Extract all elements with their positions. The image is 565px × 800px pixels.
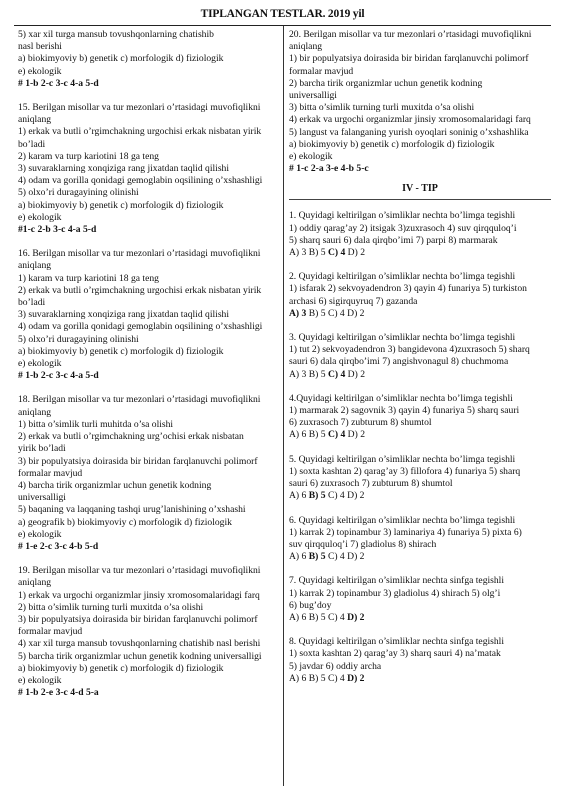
- question-line: aniqlang: [289, 41, 323, 53]
- question-line: 1) oddiy qarag’ay 2) itsigak 3)zuxrasoch 4) suv qirqquloq’i: [289, 222, 517, 234]
- question-line: e) ekologik: [18, 65, 62, 77]
- question-block: [289, 515, 551, 564]
- block-gap: [18, 90, 280, 102]
- section-rule: [289, 199, 551, 200]
- answer-key: # 1-b 2-c 3-c 4-a 5-d: [18, 370, 99, 382]
- option: A) 6: [289, 429, 307, 441]
- question-line: 8. Quyidagi keltirilgan o’simliklar nechta sinfga tegishli: [289, 636, 505, 648]
- question-block: [18, 29, 280, 90]
- question-line: formalar mavjud: [18, 467, 83, 479]
- left-column: [18, 29, 280, 699]
- question-line: 2. Quyidagi keltirilgan o’simliklar nechta bo’limga tegishli: [289, 271, 516, 283]
- question-block: [289, 575, 551, 624]
- question-line: 1. Quyidagi keltirilgan o’simliklar nechta bo’limga tegishli: [289, 210, 516, 222]
- option: C) 4: [327, 551, 345, 563]
- question-line: 1) isfarak 2) sekvoyadendron 3) qayin 4) funariya 5) turkiston: [289, 283, 527, 295]
- question-line: e) ekologik: [18, 211, 62, 223]
- option: C) 4: [327, 672, 345, 684]
- option: A) 6: [289, 490, 307, 502]
- question-line: 4) erkak va urgochi organizmlar jinsiy xromosomalaridagi farq: [289, 114, 531, 126]
- question-line: formalar mavjud: [289, 65, 354, 77]
- question-line: universalligi: [289, 90, 337, 102]
- question-block: [289, 454, 551, 503]
- question-line: 4) xar xil turga mansub tovushqonlarning chatishib nasl berishi: [18, 638, 261, 650]
- question-line: 1) karrak 2) topinambur 3) gladiolus 4) shirach 5) olg’i: [289, 587, 501, 599]
- question-line: bo’ladi: [18, 138, 46, 150]
- question-line: 5) xar xil turga mansub tovushqonlarning chatishib: [18, 29, 214, 40]
- answer-options: [289, 612, 551, 624]
- option: B) 5: [308, 368, 326, 380]
- option: B) 5: [308, 307, 326, 319]
- question-block: [18, 565, 280, 699]
- question-block: [289, 271, 551, 320]
- page-title: TIPLANGAN TESTLAR. 2019 yil: [200, 8, 365, 20]
- question-line: 5. Quyidagi keltirilgan o’simliklar nechta bo’limga tegishli: [289, 453, 516, 465]
- column-divider: [283, 26, 284, 786]
- answer-options: [289, 551, 551, 563]
- answer-key: #1-c 2-b 3-c 4-a 5-d: [18, 224, 97, 236]
- question-line: suv qirqquloq’i 7) gladiolus 8) shirach: [289, 538, 437, 550]
- question-line: 1) karam va turp kariotini 18 ga teng: [18, 272, 159, 284]
- section-title: IV - TIP: [402, 183, 438, 195]
- question-line: 7. Quyidagi keltirilgan o’simliklar nechta sinfga tegishli: [289, 575, 505, 587]
- answer-options: [289, 673, 551, 685]
- question-line: 2) barcha tirik organizmlar uchun genetik kodning: [289, 77, 483, 89]
- question-line: e) ekologik: [18, 358, 62, 370]
- question-line: e) ekologik: [289, 151, 333, 163]
- answer-options: [289, 308, 551, 320]
- question-line: 5) olxo’ri duragayining olinishi: [18, 333, 139, 345]
- option: B) 5: [308, 247, 326, 259]
- question-block: [18, 248, 280, 382]
- right-column: [289, 29, 551, 685]
- option: D) 2: [347, 307, 365, 319]
- question-line: 3) bir populyatsiya doirasida bir biridan farqlanuvchi polimorf: [18, 455, 258, 467]
- option: C) 4: [327, 490, 345, 502]
- question-line: yirik bo’ladi: [18, 443, 66, 455]
- question-line: 20. Berilgan misollar va tur mezonlari o’rtasidagi muvofiqlikni: [289, 29, 532, 40]
- answer-options: [289, 247, 551, 259]
- question-block: [289, 29, 551, 175]
- question-line: 1) erkak va urgochi organizmlar jinsiy xromosomalaridagi farq: [18, 589, 260, 601]
- correct-option: B) 5: [308, 551, 326, 563]
- question-line: 3) bir populyatsiya doirasida bir biridan farqlanuvchi polimorf: [18, 613, 258, 625]
- question-line: 6. Quyidagi keltirilgan o’simliklar nechta bo’limga tegishli: [289, 514, 516, 526]
- question-block: [18, 102, 280, 236]
- option: D) 2: [347, 551, 365, 563]
- correct-option: C) 4: [327, 368, 346, 380]
- option: D) 2: [347, 429, 365, 441]
- answer-key: # 1-c 2-a 3-e 4-b 5-c: [289, 163, 369, 175]
- question-line: 2) erkak va butli o’rgimchakning urgochisi erkak nisbatan yirik: [18, 284, 262, 296]
- question-line: 5) javdar 6) oddiy archa: [289, 660, 382, 672]
- question-line: aniqlang: [18, 260, 52, 272]
- question-line: 3) suvaraklarning xonqiziga rang jixatdan taqlid qilishi: [18, 309, 230, 321]
- option: B) 5: [308, 611, 326, 623]
- question-line: universalligi: [18, 492, 66, 504]
- block-gap: [289, 381, 551, 393]
- question-line: 2) erkak va butli o’rgimchakning urg’ochisi erkak nisbatan: [18, 431, 244, 443]
- block-gap: [289, 320, 551, 332]
- option: A) 3: [289, 368, 307, 380]
- block-gap: [18, 382, 280, 394]
- question-line: 4.Quyidagi keltirilgan o’simliklar nechta bo’limga tegishli: [289, 392, 513, 404]
- question-line: 6) zuxrasoch 7) zubturum 8) shumtol: [289, 417, 432, 429]
- question-line: a) biokimyoviy b) genetik c) morfologik d) fiziologik: [18, 345, 224, 357]
- question-block: [18, 394, 280, 553]
- question-line: 5) langust va falanganing yurish oyoqlari soninig o’xshashlika: [289, 126, 529, 138]
- question-line: 5) baqaning va laqqaning tashqi urug’lanishining o’xshashi: [18, 504, 246, 516]
- option: B) 5: [308, 672, 326, 684]
- answer-key: # 1-e 2-c 3-c 4-b 5-d: [18, 540, 99, 552]
- question-line: e) ekologik: [18, 674, 62, 686]
- question-line: bo’ladi: [18, 297, 46, 309]
- question-line: a) biokimyoviy b) genetik c) morfologik d) fiziologik: [18, 662, 224, 674]
- question-block: [289, 210, 551, 259]
- option: C) 4: [327, 307, 345, 319]
- correct-option: A) 3: [289, 307, 307, 319]
- question-line: e) ekologik: [18, 528, 62, 540]
- answer-key: # 1-b 2-e 3-c 4-d 5-a: [18, 687, 99, 699]
- question-line: 1) bir populyatsiya doirasida bir biridan farqlanuvchi polimorf: [289, 53, 529, 65]
- answer-options: [289, 369, 551, 381]
- question-line: archasi 6) sigirquyruq 7) gazanda: [289, 295, 418, 307]
- question-line: 4) odam va gorilla qonidagi gemoglabin oqsilining o’xshashligi: [18, 175, 263, 187]
- question-line: 18. Berilgan misollar va tur mezonlari o’rtasidagi muvofiqlikni: [18, 394, 261, 406]
- option: D) 2: [347, 490, 365, 502]
- question-line: a) biokimyoviy b) genetik c) morfologik d) fiziologik: [18, 199, 224, 211]
- question-line: 16. Berilgan misollar va tur mezonlari o’rtasidagi muvofiqlikni: [18, 248, 261, 260]
- question-line: aniqlang: [18, 577, 52, 589]
- correct-option: D) 2: [347, 611, 365, 623]
- question-line: 4) barcha tirik organizmlar uchun genetik kodning: [18, 479, 212, 491]
- question-line: formalar mavjud: [18, 626, 83, 638]
- question-block: [289, 332, 551, 381]
- question-line: 1) erkak va butli o’rgimchakning urgochisi erkak nisbatan yirik: [18, 126, 262, 138]
- question-line: a) biokimyoviy b) genetik c) morfologik d) fiziologik: [289, 138, 495, 150]
- question-line: 1) marmarak 2) sagovnik 3) qayin 4) funariya 5) sharq sauri: [289, 405, 520, 417]
- question-line: sauri 6) dala qirqbo’imi 7) angishvonagul 8) chuchmoma: [289, 356, 509, 368]
- question-line: 1) karrak 2) topinambur 3) laminariya 4) funariya 5) pixta 6): [289, 526, 522, 538]
- question-line: a) biokimyoviy b) genetik c) morfologik d) fiziologik: [18, 53, 224, 65]
- question-line: 1) bitta o’simlik turli muhitda o’sa olishi: [18, 418, 174, 430]
- question-line: 5) sharq sauri 6) dala qirqbo’imi 7) parpi 8) marmarak: [289, 234, 498, 246]
- option: D) 2: [347, 368, 365, 380]
- question-line: nasl berishi: [18, 41, 62, 53]
- block-gap: [289, 442, 551, 454]
- question-line: aniqlang: [18, 406, 52, 418]
- option: A) 6: [289, 672, 307, 684]
- question-line: 15. Berilgan misollar va tur mezonlari o’rtasidagi muvofiqlikni: [18, 102, 261, 114]
- question-line: 19. Berilgan misollar va tur mezonlari o’rtasidagi muvofiqlikni: [18, 565, 261, 577]
- correct-option: B) 5: [308, 490, 326, 502]
- correct-option: C) 4: [327, 429, 346, 441]
- answer-key: # 1-b 2-c 3-c 4-a 5-d: [18, 77, 99, 89]
- correct-option: D) 2: [347, 672, 365, 684]
- question-line: 1) soxta kashtan 2) qarag’ay 3) fillofora 4) funariya 5) sharq: [289, 465, 521, 477]
- question-block: [289, 393, 551, 442]
- option: C) 4: [327, 611, 345, 623]
- question-line: 3) suvaraklarning xonqiziga rang jixatdan taqlid qilishi: [18, 163, 230, 175]
- block-gap: [289, 259, 551, 271]
- block-gap: [18, 553, 280, 565]
- question-line: 2) karam va turp kariotini 18 ga teng: [18, 150, 159, 162]
- block-gap: [18, 236, 280, 248]
- block-gap: [289, 503, 551, 515]
- option: D) 2: [347, 247, 365, 259]
- answer-options: [289, 490, 551, 502]
- answer-options: [289, 429, 551, 441]
- block-gap: [289, 624, 551, 636]
- question-line: 6) bug’doy: [289, 599, 332, 611]
- question-line: 5) barcha tirik organizmlar uchun genetik kodning universalligi: [18, 650, 262, 662]
- question-line: 5) olxo’ri duragayining olinishi: [18, 187, 139, 199]
- question-line: 3. Quyidagi keltirilgan o’simliklar nechta bo’limga tegishli: [289, 332, 516, 344]
- option: A) 3: [289, 247, 307, 259]
- question-line: aniqlang: [18, 114, 52, 126]
- question-line: 1) soxta kashtan 2) qarag’ay 3) sharq sauri 4) na’matak: [289, 648, 501, 660]
- correct-option: C) 4: [327, 247, 346, 259]
- question-line: 3) bitta o’simlik turning turli muxitda o’sa olishi: [289, 102, 475, 114]
- option: B) 5: [308, 429, 326, 441]
- option: A) 6: [289, 611, 307, 623]
- question-line: 4) odam va gorilla qonidagi gemoglabin oqsilining o’xshashligi: [18, 321, 263, 333]
- question-line: sauri 6) zuxrasoch 7) zubturum 8) shumtol: [289, 478, 453, 490]
- option: A) 6: [289, 551, 307, 563]
- question-line: 1) tut 2) sekvoyadendron 3) bangidevona 4)zuxrasoch 5) sharq: [289, 344, 530, 356]
- question-block: [289, 636, 551, 685]
- question-line: a) geografik b) biokimyoviy c) morfologik d) fiziologik: [18, 516, 232, 528]
- question-line: 2) bitta o’simlik turning turli muxitda o’sa olishi: [18, 601, 204, 613]
- block-gap: [289, 563, 551, 575]
